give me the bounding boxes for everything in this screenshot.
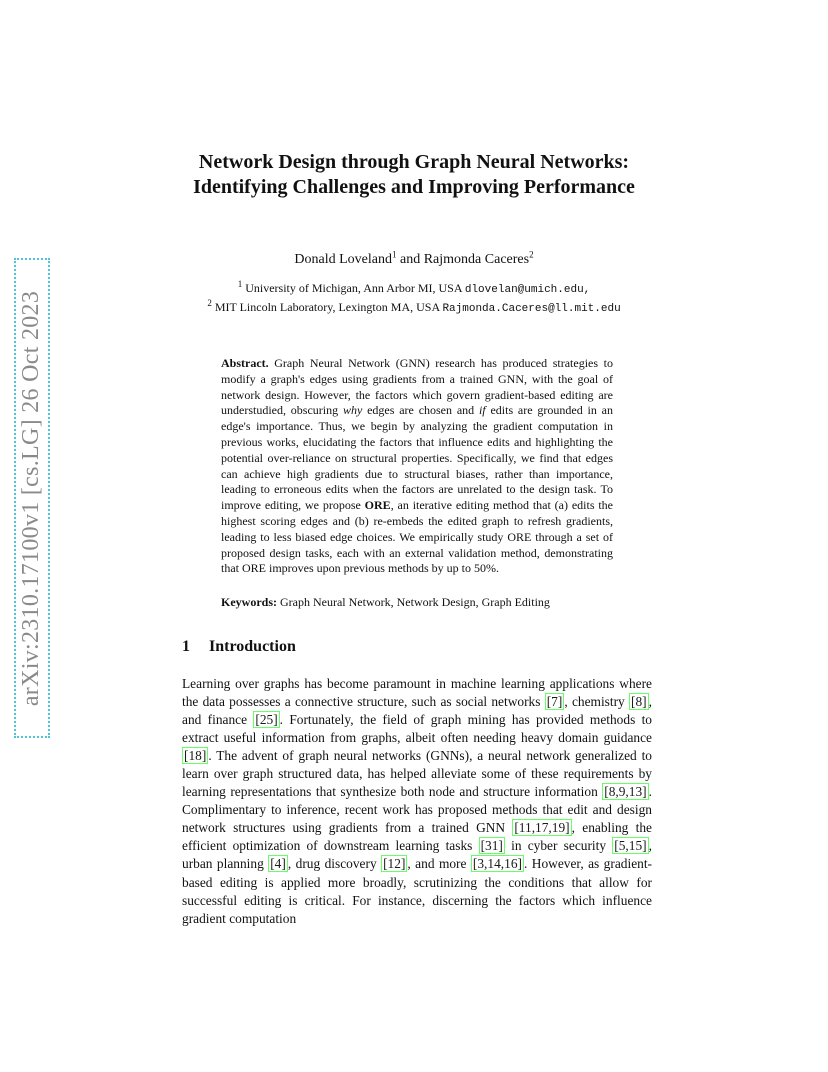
body-text: Learning over graphs has become paramount in machine learning applications where the data possesses a connective structure, such as social networks [182, 676, 652, 710]
keywords-text: Graph Neural Network, Network Design, Graph Editing [280, 595, 550, 609]
author-name: Donald Loveland [294, 252, 392, 267]
body-text: , urban planning [182, 838, 652, 872]
abstract-text: , an iterative editing method that (a) edits the highest scoring edges and (b) re-embeds the edited graph to refresh gradients, leading to less biased edge choices. We empirically study ORE through a set of proposed design tasks, each with an external validation method, demonstrating that ORE improves upon previous methods by up to 50%. [221, 498, 613, 576]
body-text: , and finance [182, 694, 652, 728]
author-line [170, 249, 658, 268]
author-conjunction: and [400, 252, 421, 267]
paper-title: Network Design through Graph Neural Networks: Identifying Challenges and Improving Performance [193, 151, 635, 198]
citation-link[interactable]: [8,9,13] [604, 784, 647, 800]
author-superscript: 1 [392, 249, 397, 260]
author-email[interactable]: Rajmonda.Caceres@ll.mit.edu [442, 303, 621, 315]
citation-link[interactable]: [12] [383, 856, 406, 872]
keywords-label: Keywords: [221, 595, 277, 609]
citation-link[interactable]: [8] [631, 694, 647, 710]
author-name: Rajmonda Caceres [423, 252, 530, 267]
affiliation-superscript: 2 [207, 298, 212, 308]
affiliation-line [170, 299, 658, 318]
body-text: . Fortunately, the field of graph mining has provided methods to extract useful information from graphs, albeit often needing heavy domain guidance [182, 712, 653, 746]
abstract-label: Abstract. [221, 356, 269, 370]
abstract-text: edits are grounded in an edge's importance. Thus, we begin by analyzing the gradient computation in previous works, elucidating the factors that influence edits and highlighting the potential over-reliance on structural properties. Specifically, we find that edges can achieve high gradients due to structural biases, rather than importance, leading to erroneous edits when the factors are unrelated to the design task. To improve editing, we propose [221, 403, 613, 513]
citation-link[interactable]: [7] [546, 694, 563, 710]
author-superscript: 2 [529, 249, 534, 260]
body-text: , drug discovery [287, 856, 382, 872]
abstract [221, 356, 613, 577]
affiliations [170, 280, 658, 318]
abstract-emphasis: if [478, 403, 486, 418]
section-title: Introduction [209, 638, 296, 655]
section-heading [182, 638, 652, 656]
body-text: , and more [407, 856, 471, 872]
affiliation-text: MIT Lincoln Laboratory, Lexington MA, USA [214, 300, 440, 314]
citation-link[interactable]: [5,15] [614, 838, 647, 854]
introduction-paragraph [182, 675, 652, 928]
body-text: . Complimentary to inference, recent work has proposed methods that edit and design network structures using gradients from a trained GNN [182, 784, 652, 836]
keywords [221, 594, 613, 610]
citation-link[interactable]: [11,17,19] [514, 820, 570, 836]
body-text: , chemistry [564, 694, 630, 710]
affiliation-line [170, 280, 658, 299]
abstract-emphasis: why [342, 403, 363, 418]
abstract-text: Graph Neural Network (GNN) research has produced strategies to modify a graph's edges using gradients from a trained GNN, with the goal of network design. However, the factors which govern gradient-based editing are understudied, obscuring [221, 356, 613, 418]
citation-link[interactable]: [18] [184, 748, 207, 764]
arxiv-identifier: arXiv:2310.17100v1 [cs.LG] 26 Oct 2023 [18, 290, 45, 706]
body-text: in cyber security [504, 838, 613, 854]
abstract-method-name: ORE [364, 498, 391, 513]
body-text: . The advent of graph neural networks (GNNs), a neural network generalized to learn over graph structured data, has helped alleviate some of these requirements by learning representations that synthesize both node and structure information [182, 748, 652, 800]
abstract-text: edges are chosen and [367, 403, 475, 418]
author-email[interactable]: dlovelan@umich.edu, [464, 284, 591, 296]
citation-link[interactable]: [3,14,16] [472, 856, 522, 872]
body-text: , enabling the efficient optimization of downstream learning tasks [182, 820, 652, 854]
body-text: . However, as gradient-based editing is applied more broadly, scrutinizing the conditions that allow for successful editing is critical. For instance, discerning the factors which influence gradient computation [182, 856, 653, 926]
affiliation-text: University of Michigan, Ann Arbor MI, USA [245, 281, 462, 295]
citation-link[interactable]: [4] [270, 856, 286, 872]
citation-link[interactable]: [25] [255, 712, 278, 728]
section-number: 1 [182, 638, 190, 655]
citation-link[interactable]: [31] [480, 838, 503, 854]
arxiv-sidebar-stamp [14, 258, 50, 738]
affiliation-superscript: 1 [237, 279, 243, 289]
